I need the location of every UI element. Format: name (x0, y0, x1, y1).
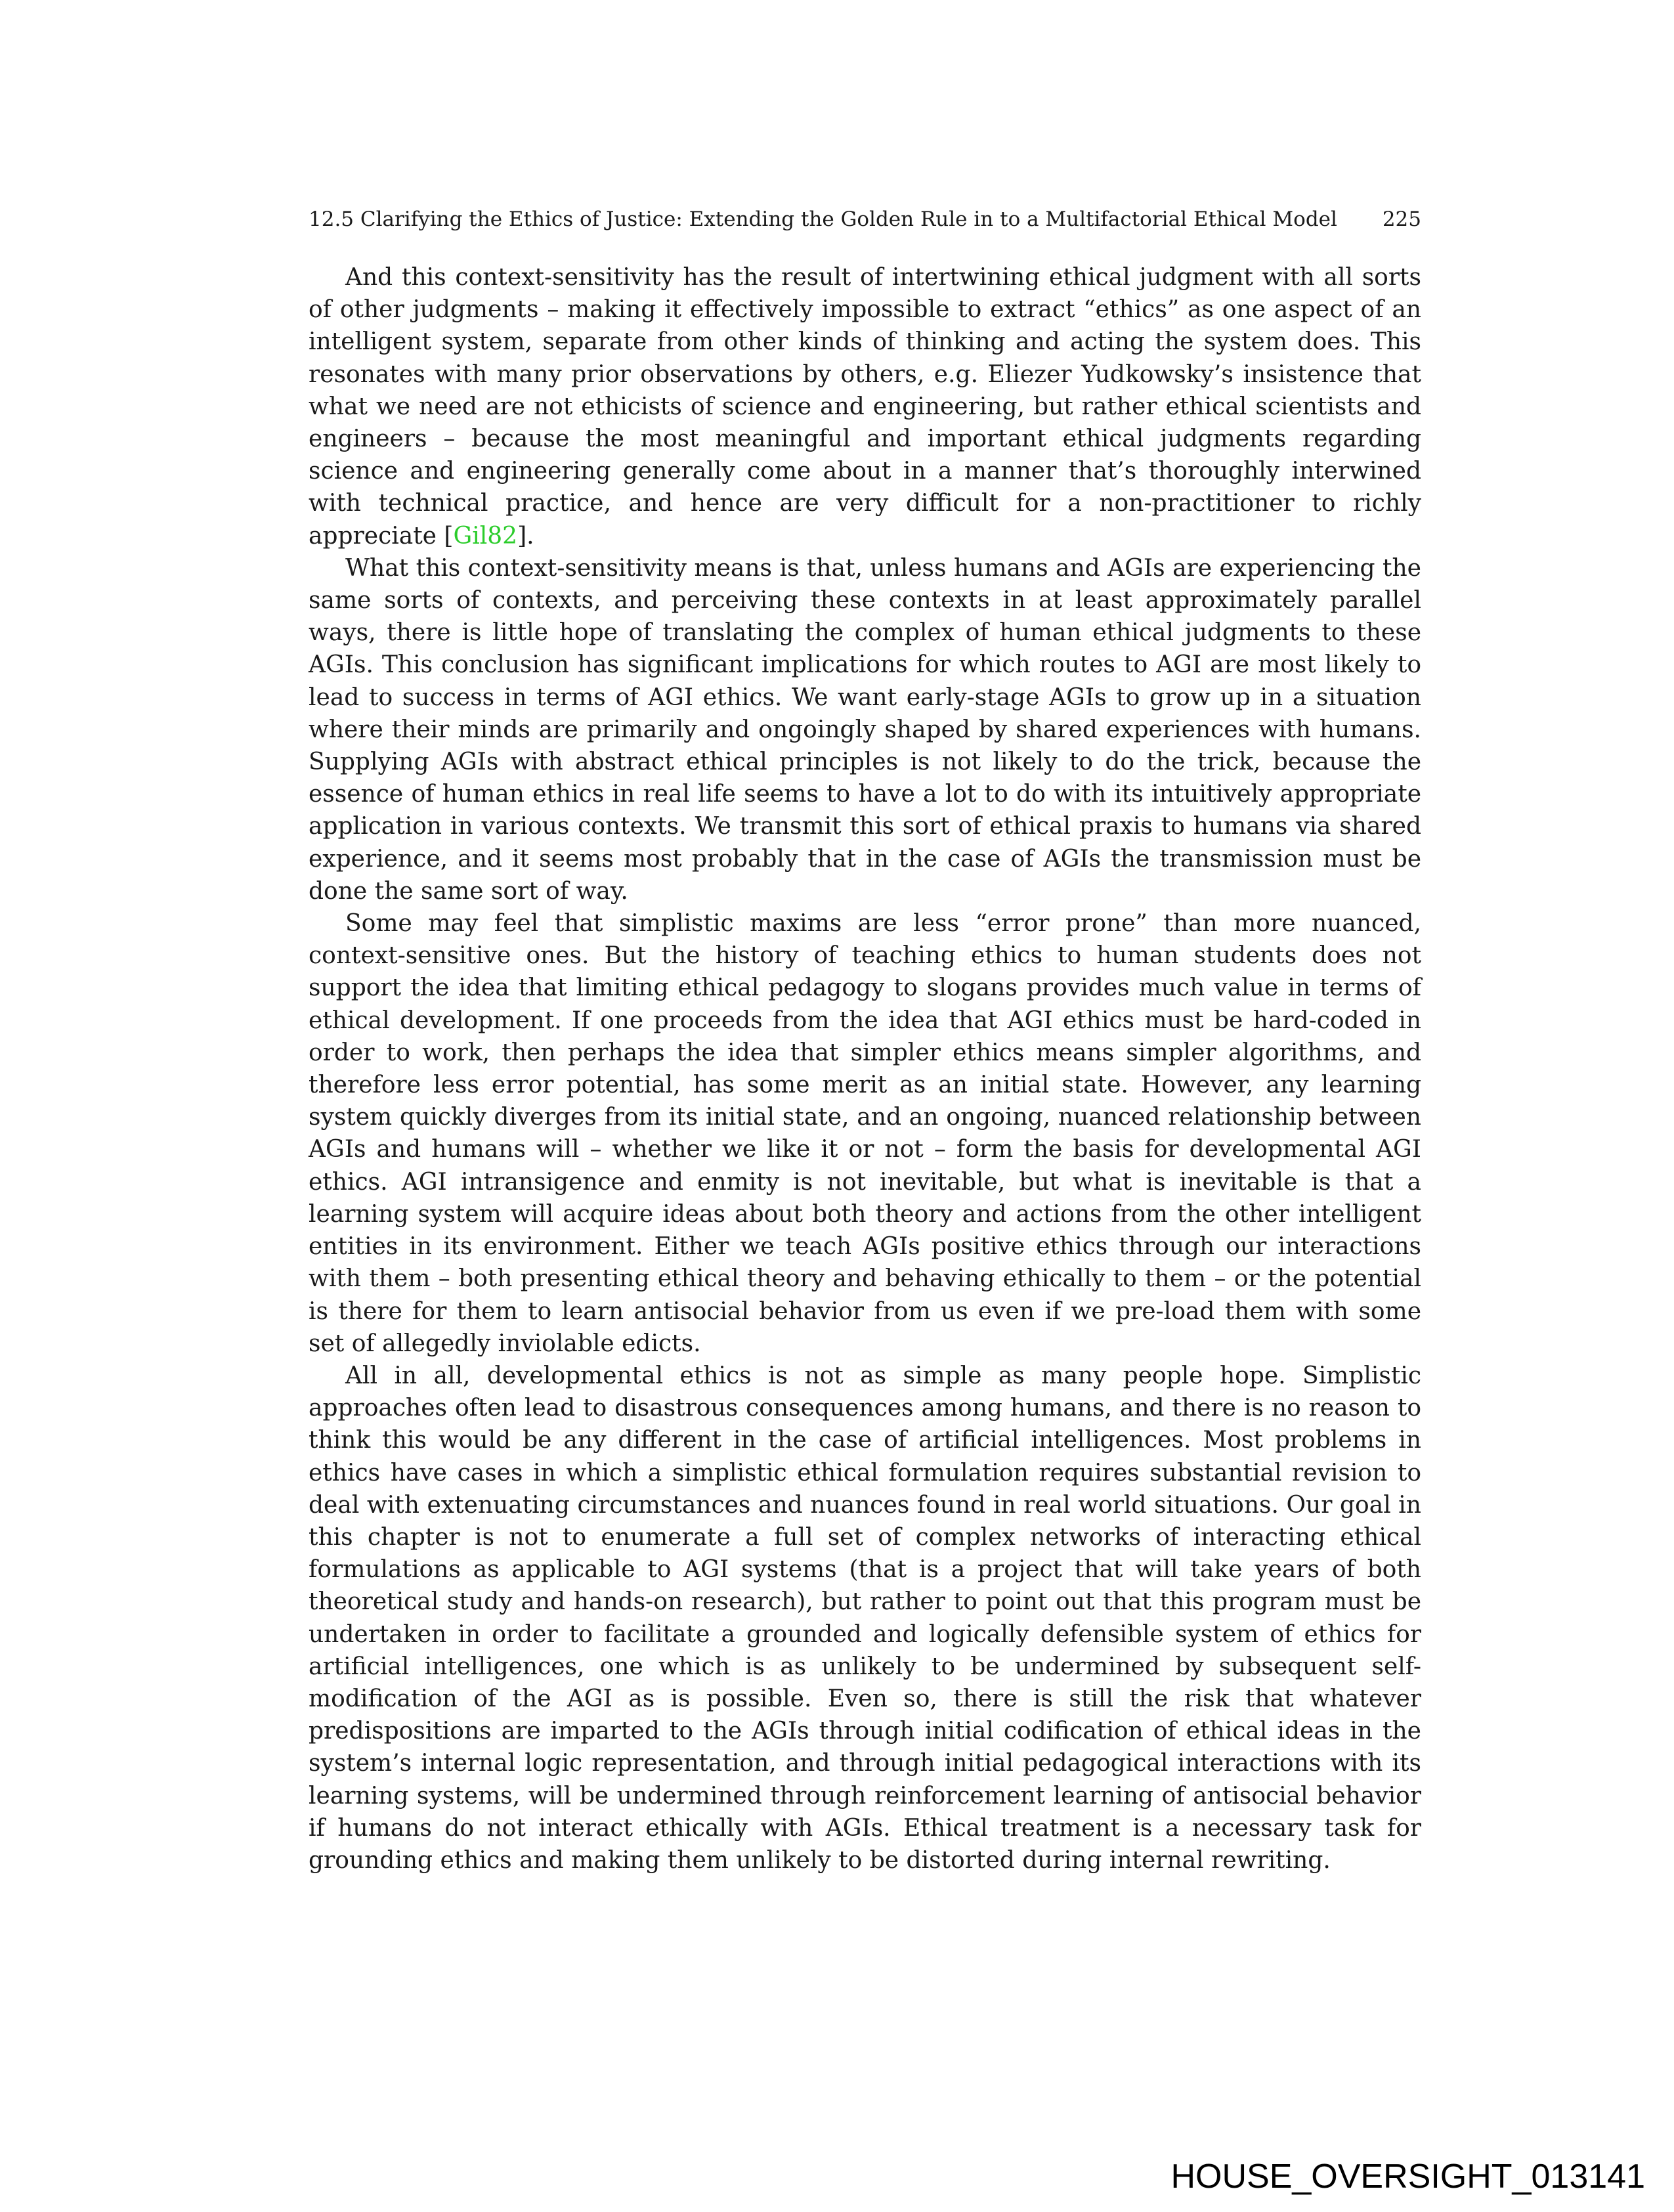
paragraph-1-text-end: ]. (517, 522, 534, 550)
paragraph-1 (309, 261, 1421, 552)
running-header (309, 205, 1421, 234)
citation-link-gil82[interactable]: Gil82 (453, 522, 518, 550)
paragraph-1-text: And this context-sensitivity has the result of intertwining ethical judgment with all sorts of other judgments – making it effectively impossible to extract “ethics” as one aspect of an intelligent system, separate from other kinds of thinking and acting the system does. This resonates with many prior observations by others, e.g. Eliezer Yudkowsky’s insistence that what we need are not ethicists of science and engineering, but rather ethical scientists and engineers – because the most meaningful and important ethical judgments regarding science and engineering generally come about in a manner that’s thoroughly interwined with technical practice, and hence are very difficult for a non-practitioner to richly appreciate [ (309, 264, 1421, 550)
body-text (309, 261, 1421, 1876)
paragraph-4: All in all, developmental ethics is not as simple as many people hope. Simplistic approaches often lead to disastrous consequences among humans, and there is no reason to think this would be any different in the case of artificial intelligences. Most problems in ethics have cases in which a simplistic ethical formulation requires substantial revision to deal with extenuating circumstances and nuances found in real world situations. Our goal in this chapter is not to enumerate a full set of complex networks of interacting ethical formulations as applicable to AGI systems (that is a project that will take years of both theoretical study and hands-on research), but rather to point out that this program must be undertaken in order to facilitate a grounded and logically defensible system of ethics for artificial intelligences, one which is as unlikely to be undermined by subsequent self-modification of the AGI as is possible. Even so, there is still the risk that whatever predispositions are imparted to the AGIs through initial codification of ethical ideas in the system’s internal logic representation, and through initial pedagogical interactions with its learning systems, will be undermined through reinforcement learning of antisocial behavior if humans do not interact ethically with AGIs. Ethical treatment is a necessary task for grounding ethics and making them unlikely to be distorted during internal rewriting. (309, 1362, 1421, 1874)
paragraph-2: What this context-sensitivity means is that, unless humans and AGIs are experiencing the same sorts of contexts, and perceiving these contexts in at least approximately parallel ways, there is little hope of translating the complex of human ethical judgments to these AGIs. This conclusion has significant implications for which routes to AGI are most likely to lead to success in terms of AGI ethics. We want early-stage AGIs to grow up in a situation where their minds are primarily and ongoingly shaped by shared experiences with humans. Supplying AGIs with abstract ethical principles is not likely to do the trick, because the essence of human ethics in real life seems to have a lot to do with its intuitively appropriate application in various contexts. We transmit this sort of ethical praxis to humans via shared experience, and it seems most probably that in the case of AGIs the transmission must be done the same sort of way. (309, 554, 1421, 905)
running-header-title: 12.5 Clarifying the Ethics of Justice: Extending the Golden Rule in to a Multifactorial Ethical Model (309, 207, 1337, 231)
paragraph-3: Some may feel that simplistic maxims are less “error prone” than more nuanced, context-sensitive ones. But the history of teaching ethics to human students does not support the idea that limiting ethical pedagogy to slogans provides much value in terms of ethical development. If one proceeds from the idea that AGI ethics must be hard-coded in order to work, then perhaps the idea that simpler ethics means simpler algorithms, and therefore less error potential, has some merit as an initial state. However, any learning system quickly diverges from its initial state, and an ongoing, nuanced relationship between AGIs and humans will – whether we like it or not – form the basis for developmental AGI ethics. AGI intransigence and enmity is not inevitable, but what is inevitable is that a learning system will acquire ideas about both theory and actions from the other intelligent entities in its environment. Either we teach AGIs positive ethics through our interactions with them – both presenting ethical theory and behaving ethically to them – or the potential is there for them to learn antisocial behavior from us even if we pre-load them with some set of allegedly inviolable edicts. (309, 910, 1421, 1357)
page-number: 225 (1382, 207, 1421, 231)
bates-stamp: HOUSE_OVERSIGHT_013141 (1170, 2158, 1645, 2196)
